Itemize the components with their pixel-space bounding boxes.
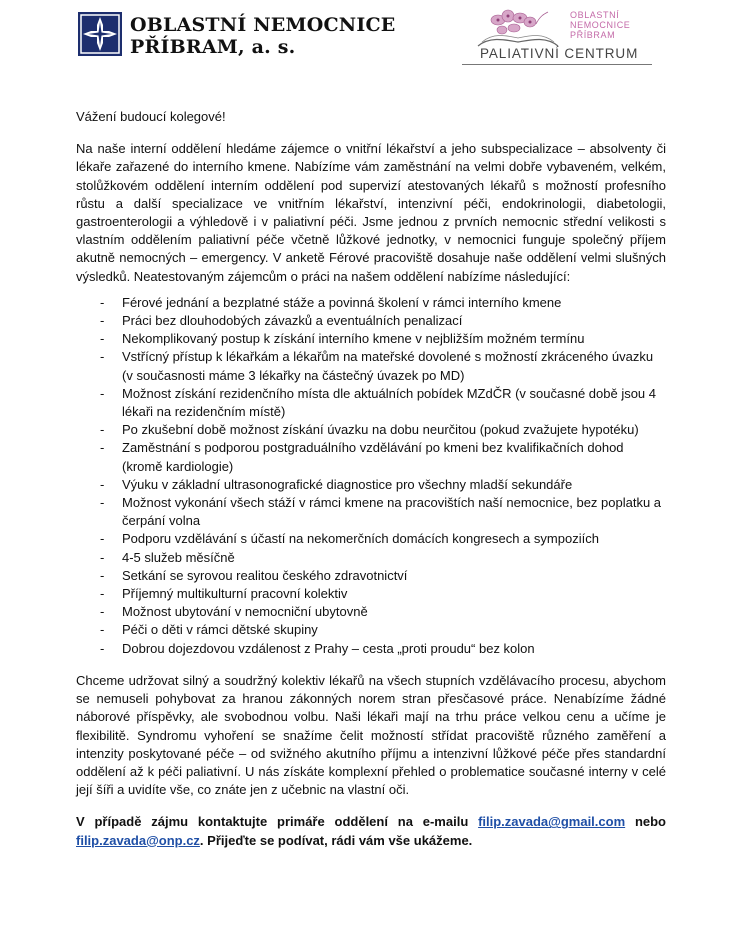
palliative-center-name: PALIATIVNÍ CENTRUM [480,46,639,61]
benefit-item [76,494,666,530]
benefit-item [76,348,666,384]
benefit-text: Zaměstnání s podporou postgraduálního vzdělávání po kmeni bez kvalifikačních dohod (kromě kardiologie) [122,440,624,474]
bullet-dash: - [100,440,105,456]
benefit-text: Možnost vykonání všech stáží v rámci kmene na pracovištích naší nemocnice, bez poplatku a čerpání volna [122,495,662,529]
benefit-text: Férové jednání a bezplatné stáže a povinná školení v rámci interního kmene [122,294,562,310]
hospital-cross-logo-icon [78,12,122,56]
bullet-dash: - [100,476,105,492]
hospital-name-line1: OBLASTNÍ NEMOCNICE [130,14,396,36]
palliative-org-line2: NEMOCNICE [570,20,631,30]
letter-body [76,108,666,850]
contact-paragraph [76,813,666,849]
benefit-text: Možnost ubytování v nemocniční ubytovně [122,604,368,620]
benefit-item [76,603,666,621]
benefit-text: Dobrou dojezdovou vzdálenost z Prahy – cesta „proti proudu“ bez kolon [122,640,535,656]
benefit-text: Příjemný multikulturní pracovní kolektiv [122,586,348,602]
bullet-dash: - [100,422,105,438]
contact-prefix: V případě zájmu kontaktujte primáře oddělení na e-mailu [76,814,479,830]
palliative-org-name [570,10,630,40]
bullet-dash: - [100,385,105,401]
hospital-name [130,14,395,58]
palliative-org-line1: OBLASTNÍ [570,10,620,20]
contact-suffix: . Přijeďte se podívat, rádi vám vše ukážeme. [199,832,473,848]
bullet-dash: - [100,622,105,638]
hospital-logo [78,12,396,62]
benefit-item [76,621,666,639]
benefit-item [76,312,666,330]
benefit-text: Setkání se syrovou realitou českého zdravotnictví [122,567,408,583]
benefit-item [76,585,666,603]
benefit-text: Podporu vzdělávání s účastí na nekomerčních domácích kongresech a sympoziích [122,531,599,547]
contact-middle: nebo [625,814,666,830]
benefits-list [76,294,666,658]
bullet-dash: - [100,531,105,547]
hospital-name-line2: PŘÍBRAM, a. s. [130,36,296,58]
benefit-item [76,330,666,348]
benefit-item [76,530,666,548]
palliative-center-logo [462,4,672,68]
benefit-text: Možnost získání rezidenčního místa dle aktuálních pobídek MZdČR (v současné době jsou 4 lékaři na rezidenčním místě) [122,385,657,420]
bullet-dash: - [100,495,105,511]
benefit-item [76,421,666,439]
benefit-item [76,439,666,475]
benefit-item [76,567,666,585]
bullet-dash: - [100,349,105,365]
email-link-onp[interactable]: filip.zavada@onp.cz [76,832,200,848]
email-link-gmail[interactable]: filip.zavada@gmail.com [478,814,626,830]
bullet-dash: - [100,604,105,620]
orchid-hands-logo-icon [476,6,560,50]
bullet-dash: - [100,549,105,565]
outro-paragraph: Chceme udržovat silný a soudržný kolektiv lékařů na všech stupních vzdělávacího procesu, abychom se nemuseli pohybovat za hranou zákonných norem stran přesčasové práce. Nenabízíme žádné náborové příspěvky, ale svobodnou volbu. Naši lékaři mají na trhu práce velkou cenu a učíme je flexibilitě. Syndromu vyhoření se snažíme čelit možností střídat pracoviště různého zaměření a intenzity poskytované péče – od svižného akutního příjmu a intenzivní lůžkové péče přes standardní oddělení až k péči paliativní. U nás získáte komplexní přehled o problematice současné interny v celé její šíři a uvidíte vše, co znáte jen z učebnic na vlastní oči. [76,672,666,798]
intro-paragraph: Na naše interní oddělení hledáme zájemce o vnitřní lékařství a jeho subspecializace – absolventy či lékaře zařazené do interního kmene. Nabízíme vám zaměstnání na velmi dobře vybaveném, velkém, stolůžkovém oddělení interním oddělení pod supervizí atestovaných lékařů s možností profesního růstu a další specializace ve vnitřním lékařství, intenzivní péči, endokrinologii, diabetologii, gastroenterologii a výhledově i v paliativní péči. Jsme jednou z prvních nemocnic střední velikosti s vlastním oddělením paliativní péče včetně lůžkové jednotky, v nemocnici funguje společný příjem akutně nemocných – emergency. V anketě Férové pracoviště dosahuje naše oddělení velmi slušných výsledků. Neatestovaným zájemcům o práci na našem oddělení nabízíme následující: [76,141,666,284]
benefit-item [76,294,666,312]
letterhead [0,0,734,80]
benefit-text: 4-5 služeb měsíčně [122,549,235,565]
bullet-dash: - [100,567,105,583]
benefit-text: Vstřícný přístup k lékařkám a lékařům na mateřské dovolené s možností zkráceného úvazku (v současnosti máme 3 lékařky na částečný úvazek po MD) [122,349,654,383]
benefit-item [76,476,666,494]
bullet-dash: - [100,294,105,310]
palliative-underline [462,64,652,65]
benefit-text: Péči o děti v rámci dětské skupiny [122,622,318,638]
bullet-dash: - [100,313,105,329]
benefit-item [76,640,666,658]
bullet-dash: - [100,640,105,656]
benefit-item [76,385,666,421]
benefit-text: Práci bez dlouhodobých závazků a eventuálních penalizací [122,313,463,329]
benefit-text: Výuku v základní ultrasonografické diagnostice pro všechny mladší sekundáře [122,476,573,492]
greeting: Vážení budoucí kolegové! [76,109,226,124]
benefit-text: Po zkušební době možnost získání úvazku na dobu neurčitou (pokud zvažujete hypotéku) [122,422,639,438]
bullet-dash: - [100,586,105,602]
palliative-org-line3: PŘÍBRAM [570,30,616,40]
benefit-text: Nekomplikovaný postup k získání interního kmene v nejbližším možném termínu [122,331,585,347]
bullet-dash: - [100,331,105,347]
benefit-item [76,549,666,567]
